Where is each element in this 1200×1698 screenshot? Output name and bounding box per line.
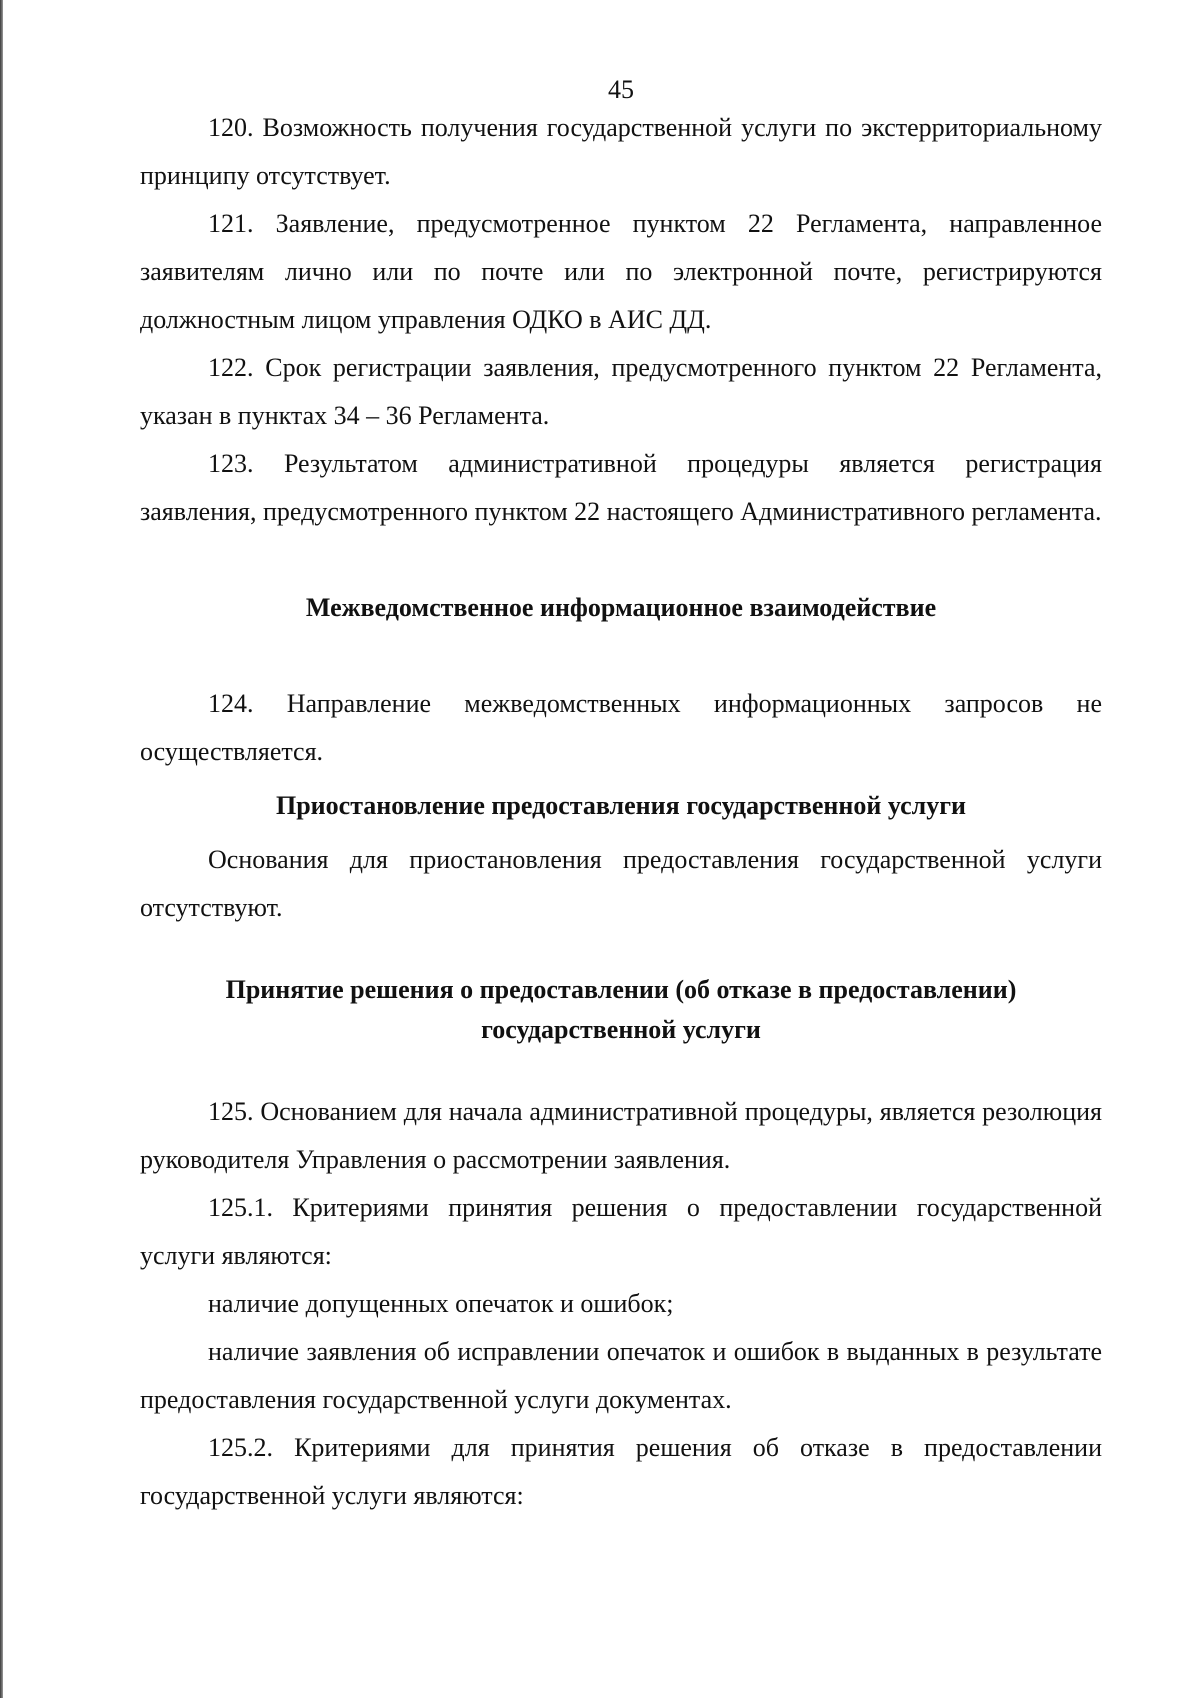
paragraph-125-1: 125.1. Критериями принятия решения о предоставлении государственной услуги являются: [140, 1193, 1102, 1270]
heading-suspension: Приостановление предоставления государственной услуги [275, 791, 966, 820]
document-page [140, 70, 1102, 1520]
criteria-item-application: наличие заявления об исправлении опечаток и ошибок в выданных в результате предоставления государственной услуги документах. [140, 1337, 1102, 1414]
spacer [140, 826, 1102, 836]
heading-decision-line-1: Принятие решения о предоставлении (об отказе в предоставлении) [225, 975, 1017, 1004]
spacer [140, 932, 1102, 970]
spacer [140, 628, 1102, 680]
paragraph-121: 121. Заявление, предусмотренное пунктом 22 Регламента, направленное заявителям лично или по почте или по электронной почте, регистрируются должностным лицом управления ОДКО в АИС ДД. [140, 209, 1102, 334]
heading-decision-line-2: государственной услуги [481, 1015, 761, 1044]
paragraph-123: 123. Результатом административной процедуры является регистрация заявления, предусмотренного пунктом 22 настоящего Административного регламента. [140, 449, 1102, 526]
paragraph-suspension-grounds: Основания для приостановления предоставления государственной услуги отсутствуют. [140, 845, 1102, 922]
heading-interagency: Межведомственное информационное взаимодействие [305, 593, 937, 622]
spacer [140, 776, 1102, 786]
paragraph-124: 124. Направление межведомственных информационных запросов не осуществляется. [140, 689, 1102, 766]
criteria-item-typos: наличие допущенных опечаток и ошибок; [208, 1289, 674, 1318]
spacer [140, 536, 1102, 588]
paragraph-125: 125. Основанием для начала административной процедуры, является резолюция руководителя Управления о рассмотрении заявления. [140, 1097, 1102, 1174]
spacer [140, 1050, 1102, 1088]
page-number: 45 [608, 75, 634, 104]
paragraph-125-2: 125.2. Критериями для принятия решения об отказе в предоставлении государственной услуги являются: [140, 1433, 1102, 1510]
scan-edge [0, 0, 3, 1698]
paragraph-120: 120. Возможность получения государственной услуги по экстерриториальному принципу отсутствует. [140, 113, 1102, 190]
paragraph-122: 122. Срок регистрации заявления, предусмотренного пунктом 22 Регламента, указан в пунктах 34 – 36 Регламента. [140, 353, 1102, 430]
